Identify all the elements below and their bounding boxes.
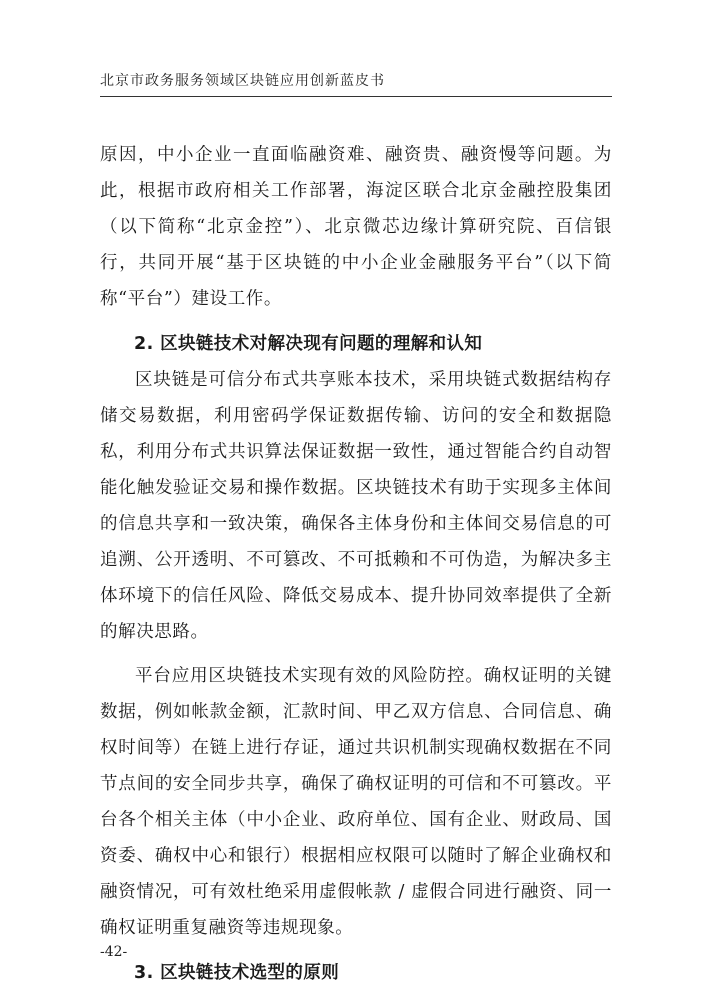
paragraph-continuation: 原因，中小企业一直面临融资难、融资贵、融资慢等问题。为此，根据市政府相关工作部署，海淀区联合北京金融控股集团（以下简称“北京金控”）、北京微芯边缘计算研究院、百信银行，共同开展“基于区块链的中小企业金融服务平台”（以下简称“平台”）建设工作。 — [100, 145, 612, 309]
section-heading-2: 2. 区块链技术对解决现有问题的理解和认知 — [134, 334, 483, 354]
page-number: -42- — [100, 944, 128, 960]
section-heading-3: 3. 区块链技术选型的原则 — [134, 963, 340, 983]
paragraph-blockchain-definition: 区块链是可信分布式共享账本技术，采用块链式数据结构存储交易数据，利用密码学保证数据传输、访问的安全和数据隐私，利用分布式共识算法保证数据一致性，通过智能合约自动智能化触发验证交易和操作数据。区块链技术有助于实现多主体间的信息共享和一致决策，确保各主体身份和主体间交易信息的可追溯、公开透明、不可篡改、不可抵赖和不可伪造，为解决多主体环境下的信任风险、降低交易成本、提升协同效率提供了全新的解决思路。 — [100, 370, 612, 642]
page-body — [100, 137, 612, 991]
running-header: 北京市政务服务领域区块链应用创新蓝皮书 — [100, 73, 385, 89]
paragraph-platform-risk-control: 平台应用区块链技术实现有效的风险防控。确权证明的关键数据，例如帐款金额，汇款时间、甲乙双方信息、合同信息、确权时间等）在链上进行存证，通过共识机制实现确权数据在不同节点间的安全同步共享，确保了确权证明的可信和不可篡改。平台各个相关主体（中小企业、政府单位、国有企业、财政局、国资委、确权中心和银行）根据相应权限可以随时了解企业确权和融资情况，可有效杜绝采用虚假帐款 / 虚假合同进行融资、同一确权证明重复融资等违规现象。 — [100, 666, 612, 938]
header-divider — [100, 96, 612, 97]
